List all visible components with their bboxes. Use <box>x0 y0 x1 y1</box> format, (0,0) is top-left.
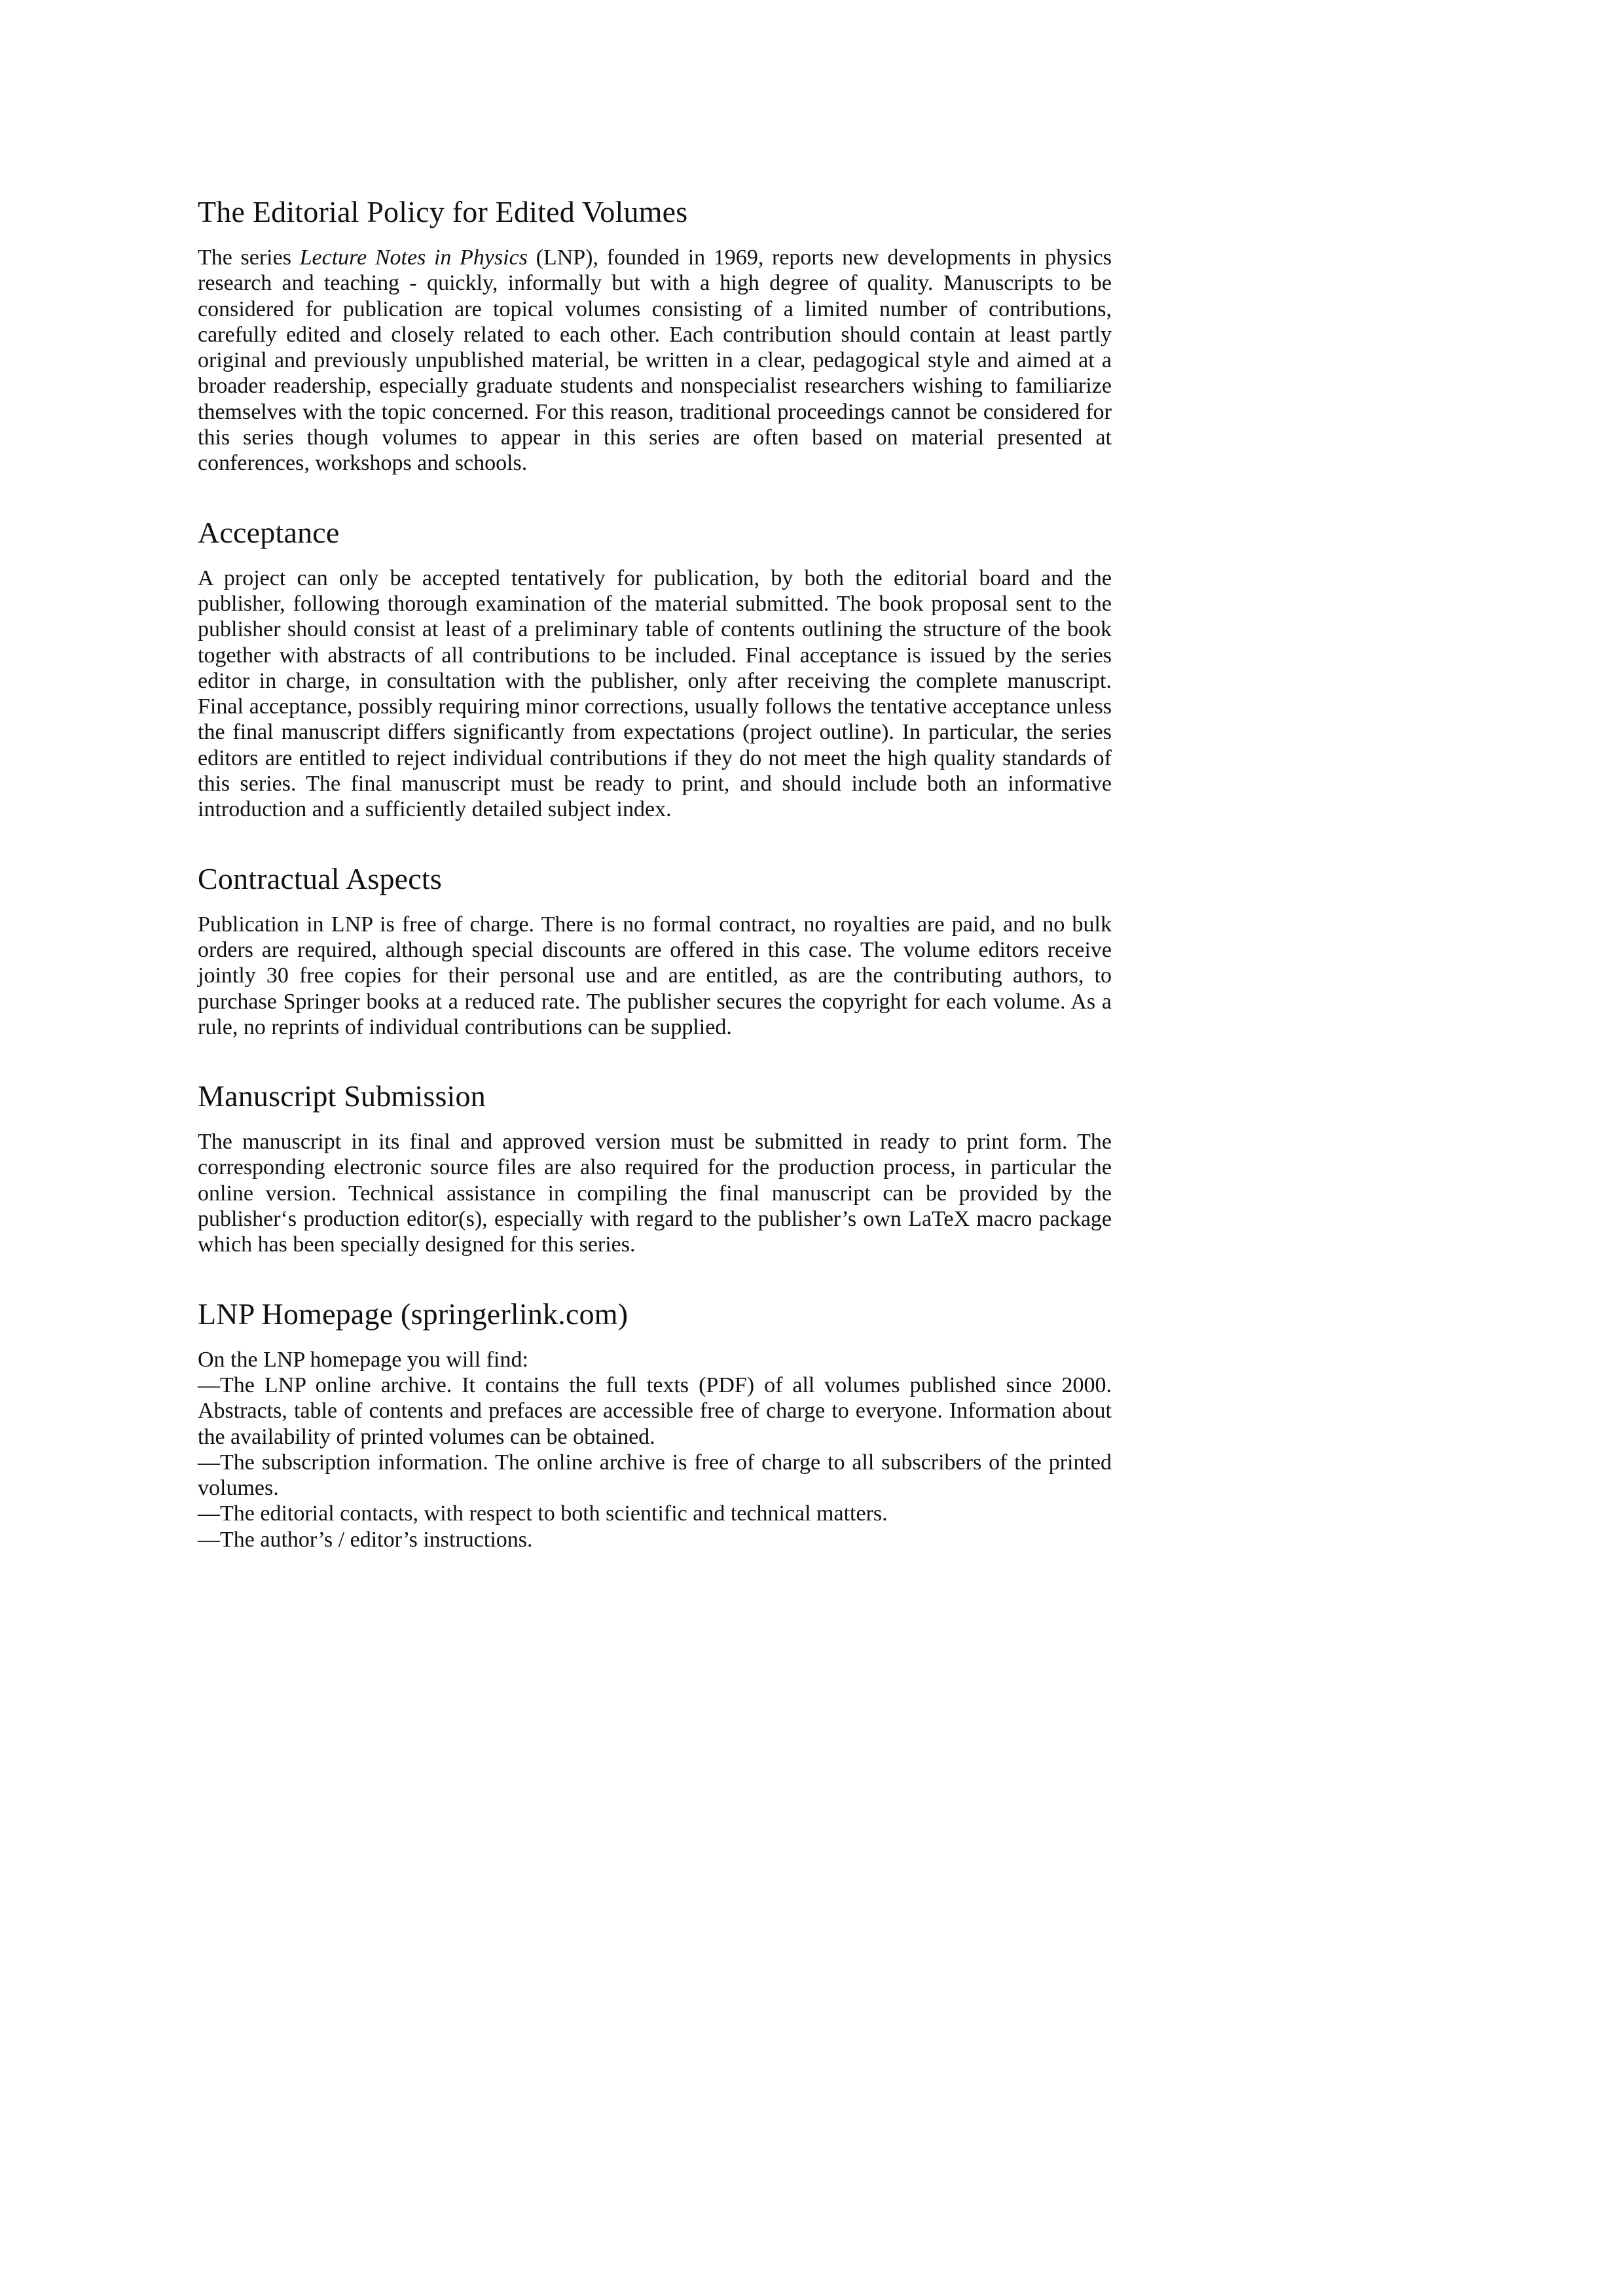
series-name: Lecture Notes in Physics <box>299 245 528 270</box>
paragraph-text-start: The series <box>198 245 300 270</box>
section-lnp-homepage <box>198 1296 1112 1552</box>
paragraph-text-rest: (LNP), founded in 1969, reports new developments in physics research and teaching - quickly, informally but with a high degree of quality. Manuscripts to be considered for publication are topical volumes consisting of a limited number of contributions, carefully edited and closely related to each other. Each contribution should contain at least partly original and previously unpublished material, be written in a clear, pedagogical style and aimed at a broader readership, especially graduate students and nonspecialist researchers wishing to familiarize themselves with the topic concerned. For this reason, traditional proceedings cannot be considered for this series though volumes to appear in this series are often based on material presented at conferences, workshops and schools. <box>198 245 1112 476</box>
section-acceptance <box>198 514 1112 823</box>
section-paragraph: The manuscript in its final and approved version must be submitted in ready to print form. The corresponding electronic source files are also required for the production process, in particular the online version. Technical assistance in compiling the final manuscript can be provided by the publisher‘s production editor(s), especially with regard to the publisher’s own LaTeX macro package which has been specially designed for this series. <box>198 1130 1112 1257</box>
list-item: —The editorial contacts, with respect to both scientific and technical matters. <box>198 1501 888 1526</box>
section-heading: Acceptance <box>198 515 340 549</box>
homepage-intro: On the LNP homepage you will find: <box>198 1347 528 1372</box>
section-heading: Contractual Aspects <box>198 861 442 895</box>
section-heading: The Editorial Policy for Edited Volumes <box>198 195 688 228</box>
list-item: —The author’s / editor’s instructions. <box>198 1527 533 1552</box>
list-item: —The LNP online archive. It contains the full texts (PDF) of all volumes published since 2000. Abstracts, table of contents and prefaces are accessible free of charge to everyone. Information about the availability of printed volumes can be obtained. <box>198 1372 1112 1449</box>
section-heading: Manuscript Submission <box>198 1079 486 1113</box>
section-paragraph <box>198 245 1112 476</box>
section-manuscript-submission <box>198 1078 1112 1257</box>
list-item: —The subscription information. The online archive is free of charge to all subscribers of the printed volumes. <box>198 1450 1112 1501</box>
section-editorial-policy <box>198 194 1112 476</box>
section-paragraph: Publication in LNP is free of charge. There is no formal contract, no royalties are paid, and no bulk orders are required, although special discounts are offered in this case. The volume editors receive jointly 30 free copies for their personal use and are entitled, as are the contributing authors, to purchase Springer books at a reduced rate. The publisher secures the copyright for each volume. As a rule, no reprints of individual contributions can be supplied. <box>198 912 1112 1039</box>
page-body <box>198 194 1112 1552</box>
section-contractual-aspects <box>198 861 1112 1040</box>
section-paragraph: A project can only be accepted tentatively for publication, by both the editorial board and the publisher, following thorough examination of the material submitted. The book proposal sent to the publisher should consist at least of a preliminary table of contents outlining the structure of the book together with abstracts of all contributions to be included. Final acceptance is issued by the series editor in charge, in consultation with the publisher, only after receiving the complete manuscript. Final acceptance, possibly requiring minor corrections, usually follows the tentative acceptance unless the final manuscript differs significantly from expectations (project outline). In particular, the series editors are entitled to reject individual contributions if they do not meet the high quality standards of this series. The final manuscript must be ready to print, and should include both an informative introduction and a sufficiently detailed subject index. <box>198 565 1112 822</box>
section-heading: LNP Homepage (springerlink.com) <box>198 1297 629 1331</box>
